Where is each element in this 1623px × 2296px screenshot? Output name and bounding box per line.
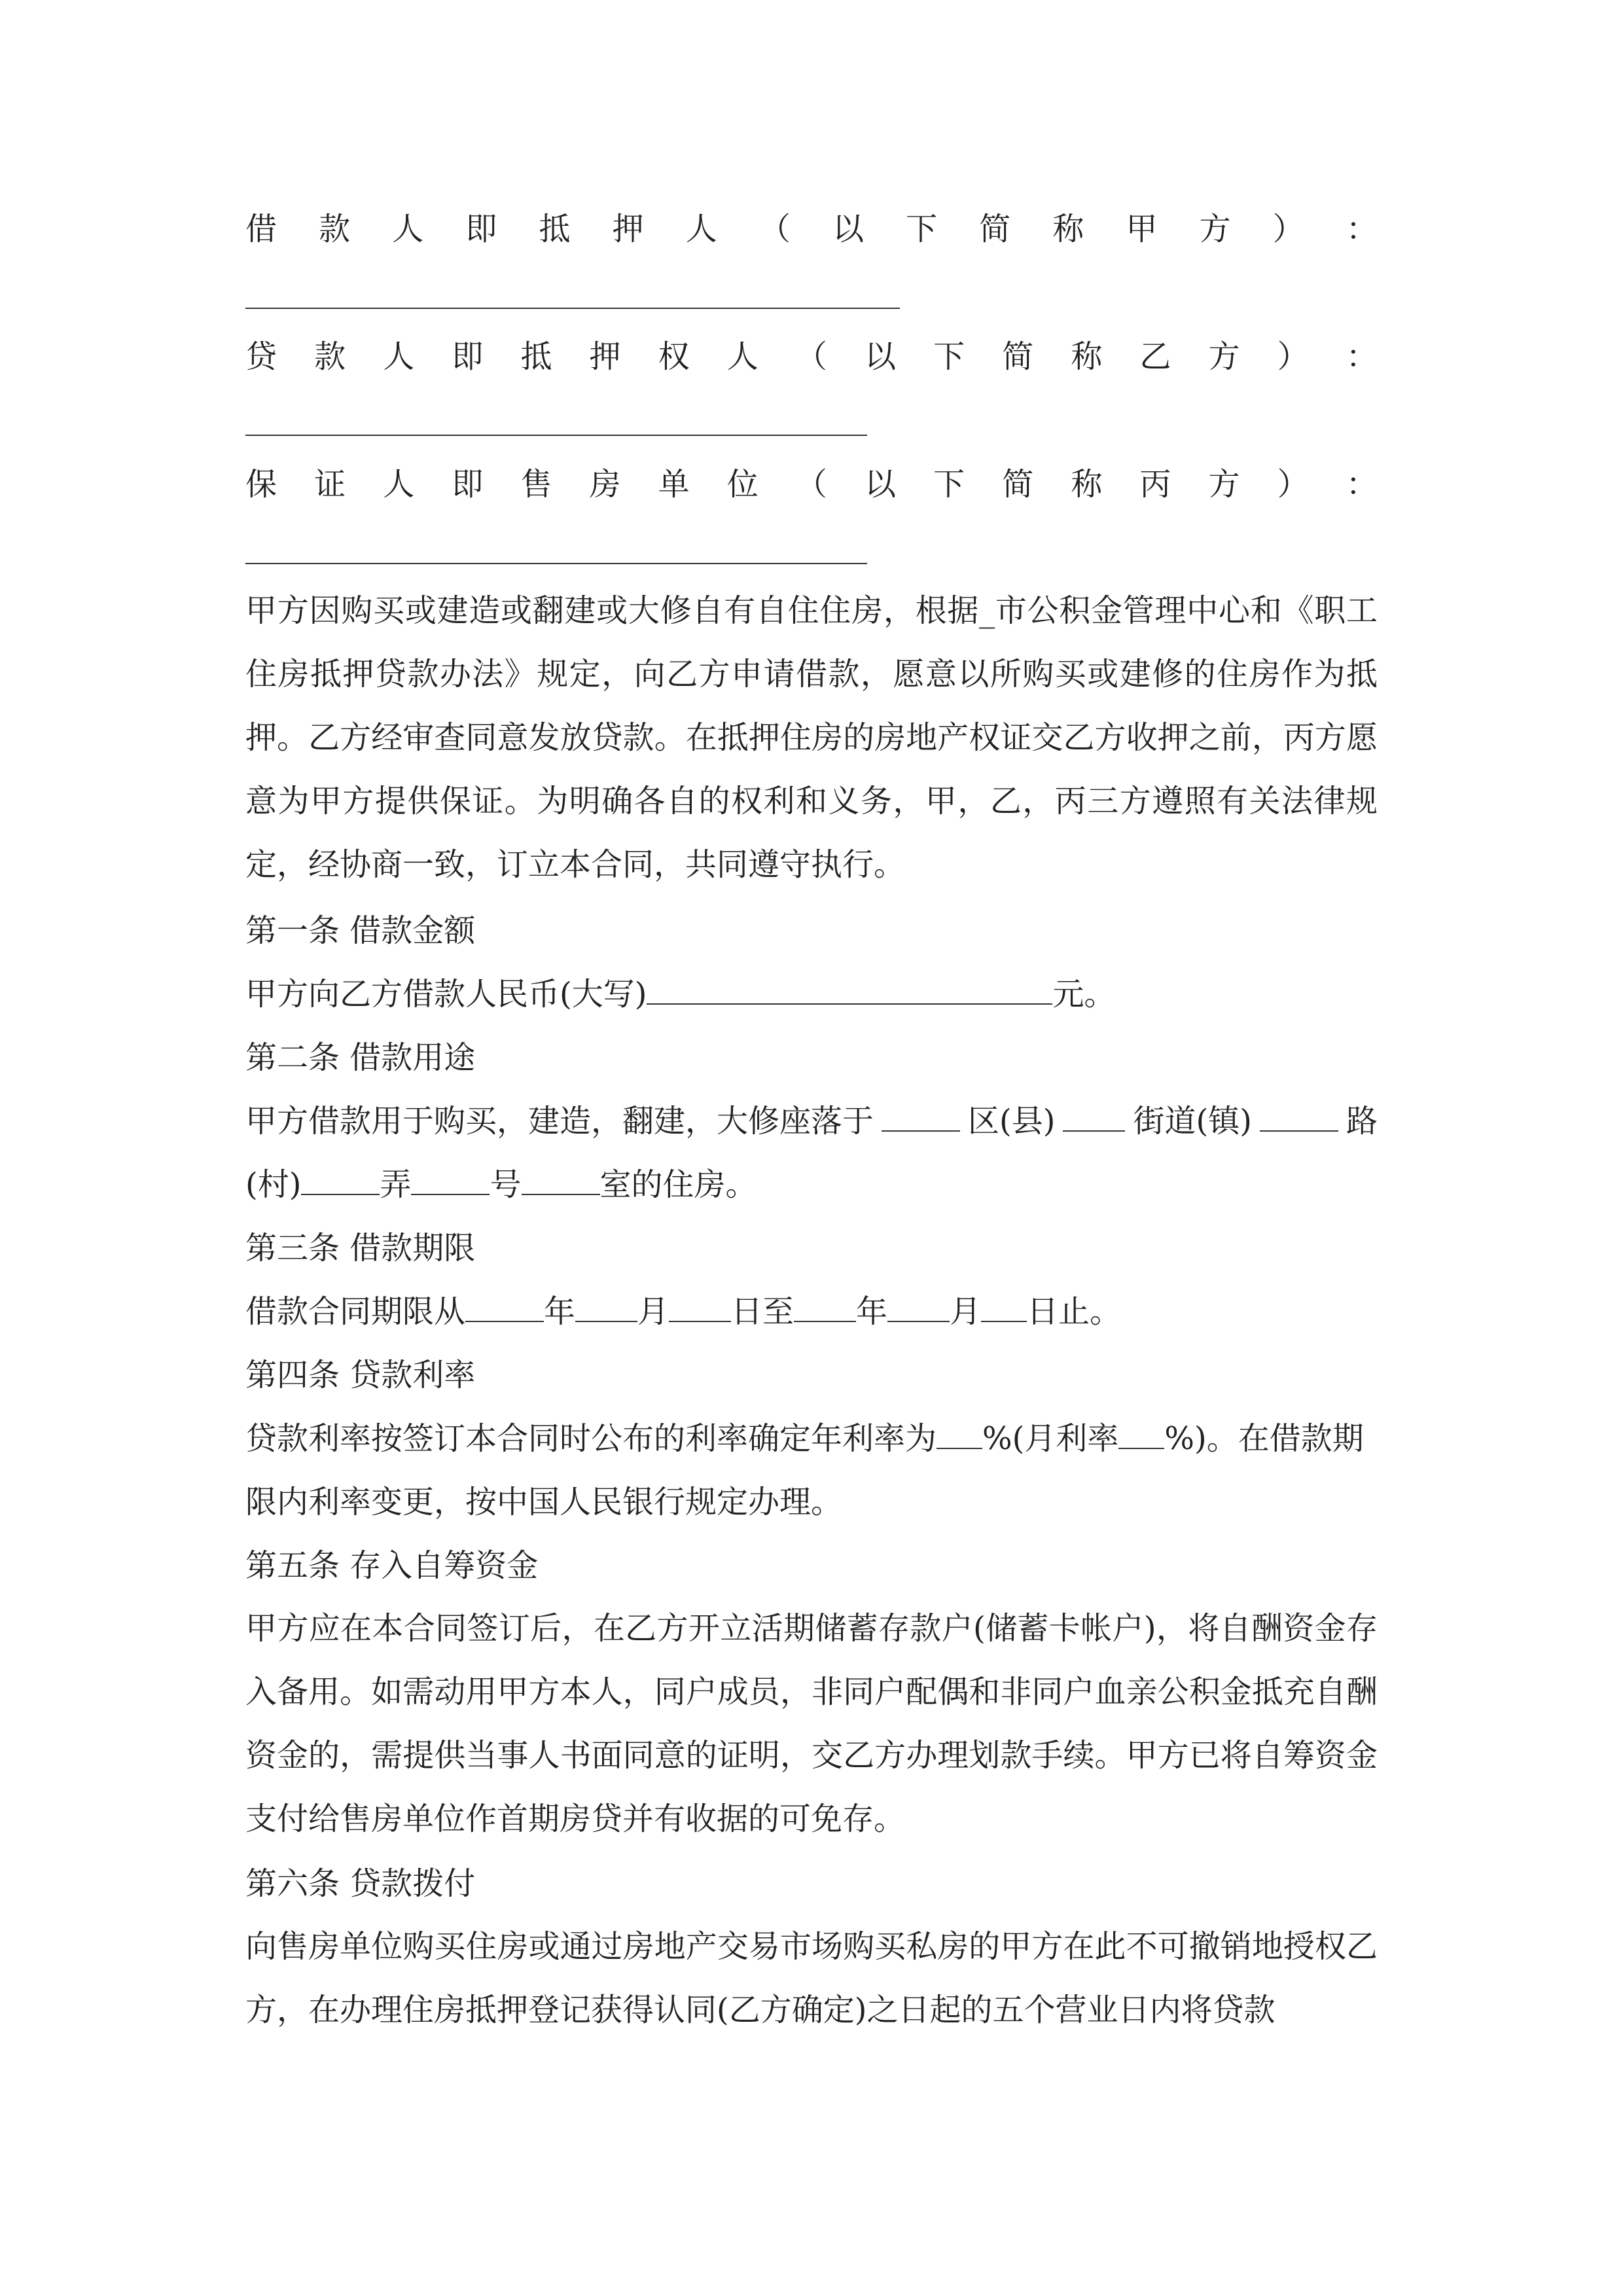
party-char: 以 (864, 466, 896, 503)
article-4-line-1 (245, 1419, 1364, 1458)
start-year-blank (465, 1292, 544, 1322)
party-char: 押 (589, 338, 621, 375)
district-blank (882, 1102, 960, 1132)
a2-text-5: (村) (245, 1166, 302, 1203)
article-2-line-2 (245, 1165, 757, 1204)
article-5-text: 甲方应在本合同签订后，在乙方开立活期储蓄存款户(储蓄卡帐户)，将自酬资金存入备用。如需动用甲方本人，同户成员，非同户配偶和非同户血亲公积金抵充自酬资金的，需提供当事人书面同意的证明，交乙方办理划款手续。甲方已将自筹资金支付给售房单位作首期房贷并有收据的可免存。 (245, 1610, 1378, 1837)
party-char: 人 (726, 338, 758, 375)
party-char: 甲 (1126, 211, 1158, 247)
a2-text-2: 区(县) (968, 1103, 1056, 1139)
party-char: 下 (906, 211, 938, 247)
party-char: 房 (589, 466, 621, 503)
a3-text-7: 日止。 (1027, 1293, 1122, 1330)
party-char: 即 (452, 338, 484, 375)
party-char: 下 (933, 466, 965, 503)
party-char: 单 (658, 466, 690, 503)
party-char: （ (795, 466, 827, 503)
party-char: 位 (726, 466, 758, 503)
a1-text-after: 元。 (1052, 976, 1116, 1013)
party-char: 称 (1071, 338, 1103, 375)
party-char: ） (1277, 338, 1309, 375)
party-char: 方 (1208, 466, 1240, 503)
party-char: 押 (612, 211, 644, 247)
party-char: 证 (314, 466, 346, 503)
article-6-text: 向售房单位购买住房或通过房地产交易市场购买私房的甲方在此不可撤销地授权乙方，在办理住房抵押登记获得认同(乙方确定)之日起的五个营业日内将贷款 (245, 1928, 1378, 2028)
party-char: 称 (1071, 466, 1103, 503)
party-char: 方 (1199, 211, 1231, 247)
a4-text-1: 贷款利率按签订本合同时公布的利率确定年利率为 (245, 1420, 937, 1457)
party-char: 款 (314, 338, 346, 375)
a3-text-2: 年 (544, 1293, 576, 1330)
party-char: 保 (245, 466, 277, 503)
party-char: 人 (383, 338, 415, 375)
a4-text-3: %)。在借款期 (1164, 1420, 1364, 1457)
borrower-name-blank (245, 308, 900, 309)
a2-text-7: 号 (490, 1166, 522, 1203)
party-char: ： (1346, 211, 1378, 247)
preamble-paragraph: 甲方因购买或建造或翻建或大修自有自住住房，根据_市公积金管理中心和《职工住房抵押贷款办法》规定，向乙方申请借款，愿意以所购买或建修的住房作为抵押。乙方经审查同意发放贷款。在抵押住房的房地产权证交乙方收押之前，丙方愿意为甲方提供保证。为明确各自的权利和义务，甲，乙，丙三方遵照有关法律规定，经协商一致，订立本合同，共同遵守执行。 (245, 592, 1378, 883)
borrower-party-line (245, 209, 1378, 249)
party-char: 以 (832, 211, 865, 247)
party-char: 简 (979, 211, 1011, 247)
article-6-title: 第六条 贷款拨付 (245, 1865, 476, 1902)
party-char: ： (1346, 338, 1378, 375)
party-char: （ (795, 338, 827, 375)
article-4-title: 第四条 贷款利率 (245, 1357, 476, 1393)
article-3-title: 第三条 借款期限 (245, 1230, 476, 1266)
party-char: 借 (245, 211, 277, 247)
party-char: 售 (520, 466, 552, 503)
a3-text-3: 月 (637, 1293, 669, 1330)
a3-text-1: 借款合同期限从 (245, 1293, 466, 1330)
party-char: 人 (383, 466, 415, 503)
start-day-blank (669, 1292, 731, 1322)
party-char: 方 (1208, 338, 1240, 375)
party-char: 简 (1002, 466, 1034, 503)
amount-blank (647, 975, 1052, 1005)
article-3-text (245, 1292, 1121, 1331)
party-char: 人 (392, 211, 424, 247)
party-char: 下 (933, 338, 965, 375)
end-month-blank (887, 1292, 950, 1322)
lane-blank (411, 1165, 490, 1195)
party-char: （ (758, 211, 791, 247)
lender-party-line (245, 337, 1378, 376)
monthly-rate-blank (1118, 1419, 1164, 1449)
a2-text-1: 甲方借款用于购买，建造，翻建，大修座落于 (245, 1103, 874, 1139)
party-char: 以 (864, 338, 896, 375)
party-char: 款 (319, 211, 351, 247)
a2-text-6: 弄 (380, 1166, 412, 1203)
party-char: ： (1346, 466, 1378, 503)
article-1-title: 第一条 借款金额 (245, 912, 476, 949)
party-char: 称 (1052, 211, 1084, 247)
article-4-line-2: 限内利率变更，按中国人民银行规定办理。 (245, 1484, 843, 1520)
party-char: ） (1277, 466, 1309, 503)
village-blank (301, 1165, 380, 1195)
a2-text-4: 路 (1346, 1103, 1378, 1139)
lender-name-blank (245, 435, 867, 436)
annual-rate-blank (936, 1419, 982, 1449)
party-char: 简 (1002, 338, 1034, 375)
article-2-line-1 (245, 1102, 1378, 1141)
number-blank (522, 1165, 600, 1195)
road-blank (1260, 1102, 1338, 1132)
end-day-blank (981, 1292, 1027, 1322)
start-month-blank (575, 1292, 637, 1322)
article-1-text (245, 975, 1115, 1014)
party-char: 乙 (1139, 338, 1171, 375)
party-char: 贷 (245, 338, 277, 375)
a4-text-2: %(月利率 (982, 1420, 1119, 1457)
article-5-title: 第五条 存入自筹资金 (245, 1547, 539, 1584)
party-char: 权 (658, 338, 690, 375)
party-char: 抵 (520, 338, 552, 375)
party-char: 即 (465, 211, 497, 247)
a2-text-8: 室的住房。 (599, 1166, 757, 1203)
article-2-title: 第二条 借款用途 (245, 1039, 476, 1076)
party-char: 抵 (539, 211, 571, 247)
party-char: 丙 (1139, 466, 1171, 503)
guarantor-name-blank (245, 563, 867, 564)
party-char: ） (1272, 211, 1304, 247)
a2-text-3: 街道(镇) (1133, 1103, 1252, 1139)
party-char: 人 (685, 211, 717, 247)
street-blank (1063, 1102, 1125, 1132)
a3-text-4: 日至 (731, 1293, 794, 1330)
guarantor-party-line (245, 465, 1378, 504)
a3-text-5: 年 (856, 1293, 888, 1330)
party-char: 即 (452, 466, 484, 503)
end-year-blank (794, 1292, 856, 1322)
a3-text-6: 月 (950, 1293, 982, 1330)
a1-text-before: 甲方向乙方借款人民币(大写) (245, 976, 647, 1013)
